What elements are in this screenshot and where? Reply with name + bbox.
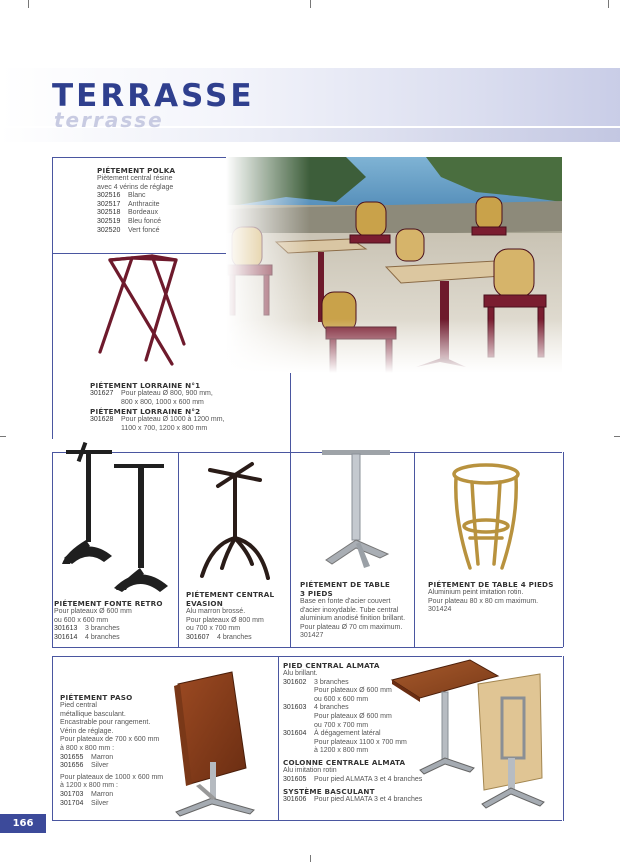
evasion-desc-line: Pour plateaux Ø 800 mm <box>186 616 264 624</box>
crop-mark <box>310 855 311 862</box>
paso-desc-line: métallique basculant. <box>60 710 126 718</box>
crop-mark <box>614 436 620 437</box>
grid-line <box>52 157 232 158</box>
paso-desc-line: Pour plateaux de 1000 x 600 mm <box>60 773 164 781</box>
list-item: 302517 Anthracite <box>97 200 160 208</box>
lorraine-block <box>90 381 225 433</box>
list-item: 301605 Pour pied ALMATA 3 et 4 branches <box>283 775 423 783</box>
evasion-desc-line: Alu marron brossé. <box>186 608 246 615</box>
table3-block <box>300 580 405 641</box>
list-item: 301656 Silver <box>60 762 109 770</box>
evasion-title: PIÉTEMENT CENTRAL <box>186 590 275 599</box>
list-item: 301606 Pour pied ALMATA 3 et 4 branches <box>283 796 423 804</box>
table4-product-image <box>446 460 526 572</box>
list-item: 302520 Vert foncé <box>97 226 160 234</box>
paso-title: PIÉTEMENT PASO <box>60 693 133 702</box>
list-item: 301427 <box>300 632 324 640</box>
list-item: 301602 3 branches <box>283 678 349 686</box>
fonte-desc-line: Pour plateaux Ø 600 mm <box>54 608 132 615</box>
list-item: 301704 Silver <box>60 799 109 807</box>
table4-desc-line: Pour plateau 80 x 80 cm maximum. <box>428 597 539 605</box>
grid-line <box>52 157 53 439</box>
grid-line <box>178 452 179 647</box>
list-item: 302519 Bleu foncé <box>97 217 162 225</box>
paso-block <box>60 693 163 808</box>
grid-line <box>290 370 291 647</box>
list-item: 1100 x 700, 1200 x 800 mm <box>121 424 208 432</box>
list-item: 301655 Marron <box>60 753 114 761</box>
paso-desc-line: à 800 x 800 mm : <box>60 744 115 752</box>
table3-desc-line: aluminium anodisé finition brillant. <box>300 615 406 623</box>
paso-desc-line: Pied central <box>60 702 97 709</box>
table4-desc-line: Aluminium peint imitation rotin. <box>428 589 524 596</box>
systeme-title: SYSTÈME BASCULANT <box>283 787 375 797</box>
list-item: ou 700 x 700 mm <box>314 721 369 729</box>
grid-line <box>52 820 562 821</box>
table3-desc-line: d'acier inoxydable. Tube central <box>300 606 399 614</box>
polka-title: PIÉTEMENT POLKA <box>97 166 176 175</box>
list-item: 301627 Pour plateau Ø 800, 900 mm, <box>90 390 213 397</box>
evasion-desc-line: ou 700 x 700 mm <box>186 625 241 633</box>
paso-product-image <box>166 666 276 818</box>
terrace-photo <box>226 157 562 373</box>
page-title: TERRASSE <box>52 78 255 114</box>
table3-title: 3 PIEDS <box>300 589 333 598</box>
list-item: 301614 4 branches <box>54 633 120 641</box>
crop-mark <box>0 436 6 437</box>
table4-block <box>428 580 554 615</box>
evasion-product-image <box>190 460 280 584</box>
grid-line <box>414 452 415 647</box>
evasion-block <box>186 590 274 642</box>
evasion-title: EVASION <box>186 599 223 608</box>
lorraine-product-image <box>92 252 192 370</box>
list-item: 800 x 800, 1000 x 600 mm <box>121 398 204 406</box>
list-item: 302516 Blanc <box>97 192 146 200</box>
list-item: ou 600 x 600 mm <box>314 695 369 703</box>
list-item: à 1200 x 800 mm <box>314 747 369 755</box>
crop-mark <box>310 0 311 8</box>
list-item: 301703 Marron <box>60 790 114 798</box>
list-item: 301607 4 branches <box>186 633 252 641</box>
fonte-desc-line: ou 600 x 600 mm <box>54 616 109 624</box>
list-item: Pour plateaux Ø 600 mm <box>314 712 392 720</box>
table3-title: PIÉTEMENT DE TABLE <box>300 580 390 589</box>
fonte-block <box>54 599 163 642</box>
polka-desc-line: avec 4 vérins de réglage <box>97 183 174 191</box>
list-item: 301604 À dégagement latéral <box>283 730 381 738</box>
table4-title: PIÉTEMENT DE TABLE 4 PIEDS <box>428 580 554 589</box>
crop-mark <box>28 0 29 8</box>
grid-line <box>563 452 564 647</box>
colonne-desc: Alu imitation rotin <box>283 766 337 774</box>
list-item: 301424 <box>428 606 452 614</box>
fonte-product-image <box>56 440 178 596</box>
page-number: 166 <box>0 814 46 833</box>
lorraine-2-title: PIÉTEMENT LORRAINE N°2 <box>90 407 201 417</box>
paso-desc-line: Pour plateaux de 700 x 600 mm <box>60 736 160 744</box>
grid-line <box>563 656 564 821</box>
almata-desc: Alu brillant. <box>283 670 318 677</box>
table3-desc-line: Base en fonte d'acier couvert <box>300 598 391 605</box>
table3-desc-line: Pour plateau Ø 70 cm maximum. <box>300 623 403 631</box>
page-subtitle: terrasse <box>54 108 164 132</box>
lorraine-1-title: PIÉTEMENT LORRAINE N°1 <box>90 381 201 390</box>
grid-line <box>52 647 563 648</box>
grid-line <box>52 452 53 647</box>
almata-title: PIED CENTRAL ALMATA <box>283 661 380 670</box>
list-item: Pour plateaux Ø 600 mm <box>314 687 392 695</box>
paso-desc-line: Encastrable pour rangement. <box>60 719 151 727</box>
crop-mark <box>608 0 609 8</box>
grid-line <box>278 656 279 821</box>
grid-line <box>52 656 53 821</box>
paso-desc-line: Vérin de réglage. <box>60 727 114 735</box>
list-item: Pour plateaux 1100 x 700 mm <box>314 738 407 746</box>
almata-block <box>283 661 422 805</box>
grid-line <box>52 656 562 657</box>
list-item: 301603 4 branches <box>283 704 349 712</box>
polka-block <box>97 166 175 235</box>
colonne-title: COLONNE CENTRALE ALMATA <box>283 757 406 767</box>
list-item: 301628 Pour plateau Ø 1000 à 1200 mm, <box>90 416 225 424</box>
list-item: 302518 Bordeaux <box>97 209 158 217</box>
table3-product-image <box>316 444 396 572</box>
polka-desc-line: Piètement central résine <box>97 175 173 182</box>
paso-desc-line: à 1200 x 800 mm : <box>60 782 118 790</box>
fonte-title: PIÉTEMENT FONTE RETRO <box>54 599 163 608</box>
list-item: 301613 3 branches <box>54 625 120 633</box>
